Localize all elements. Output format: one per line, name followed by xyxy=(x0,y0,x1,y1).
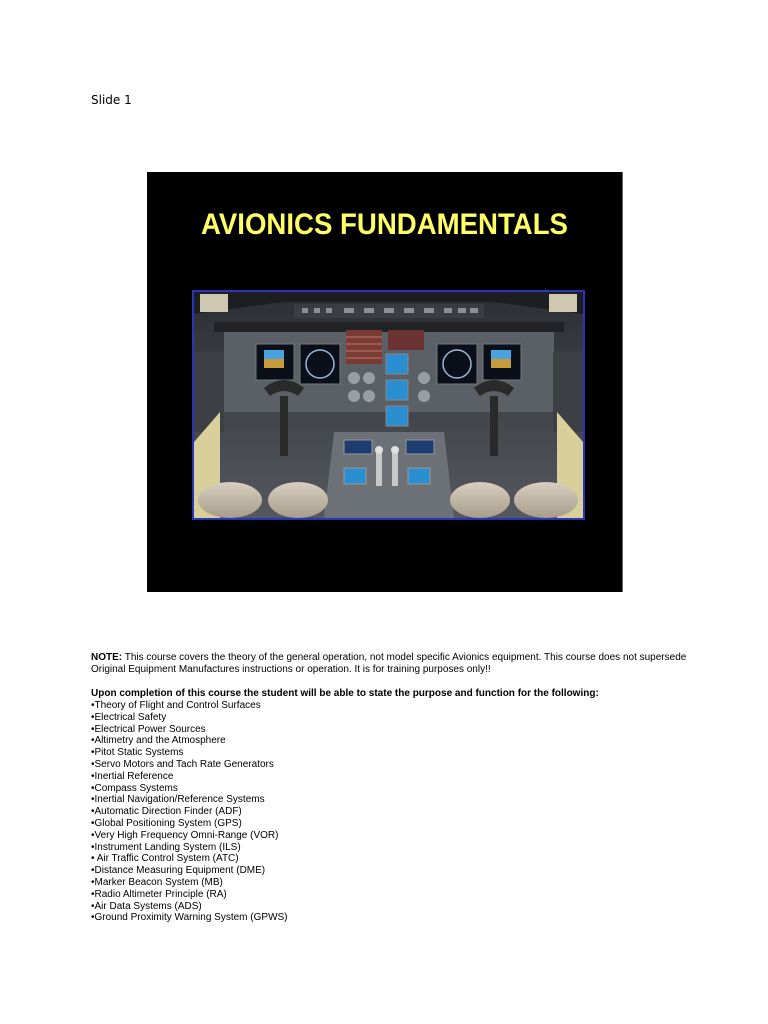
list-item: •Distance Measuring Equipment (DME) xyxy=(91,865,266,877)
list-item: •Pitot Static Systems xyxy=(91,747,184,759)
list-item: •Compass Systems xyxy=(91,782,178,794)
slide-label: Slide 1 xyxy=(91,93,132,107)
note-label: NOTE: xyxy=(91,652,123,663)
objectives-intro: Upon completion of this course the student will be able to state the purpose and function for the following: xyxy=(91,688,599,699)
list-item: •Air Data Systems (ADS) xyxy=(91,900,202,912)
cockpit-photo xyxy=(192,290,585,520)
list-item: •Global Positioning System (GPS) xyxy=(91,817,242,829)
list-item: •Ground Proximity Warning System (GPWS) xyxy=(91,912,288,924)
list-item: • Air Traffic Control System (ATC) xyxy=(91,853,239,865)
cockpit-illustration xyxy=(194,292,583,518)
list-item: •Theory of Flight and Control Surfaces xyxy=(91,700,261,711)
objectives-list xyxy=(91,700,288,924)
list-item: •Electrical Safety xyxy=(91,711,167,723)
list-item: •Automatic Direction Finder (ADF) xyxy=(91,806,242,818)
note-paragraph xyxy=(91,652,691,676)
list-item: •Altimetry and the Atmosphere xyxy=(91,735,226,747)
list-item: •Servo Motors and Tach Rate Generators xyxy=(91,758,274,770)
slide-image xyxy=(147,172,622,592)
list-item: •Very High Frequency Omni-Range (VOR) xyxy=(91,829,279,841)
list-item: •Radio Altimeter Principle (RA) xyxy=(91,888,227,900)
list-item: •Inertial Navigation/Reference Systems xyxy=(91,794,265,806)
list-item: •Instrument Landing System (ILS) xyxy=(91,841,241,853)
slide-title: AVIONICS FUNDAMENTALS xyxy=(201,208,568,241)
list-item: •Electrical Power Sources xyxy=(91,723,206,735)
list-item: •Inertial Reference xyxy=(91,770,174,782)
list-item: •Marker Beacon System (MB) xyxy=(91,876,223,888)
note-text: This course covers the theory of the general operation, not model specific Avionics equipment. This course does not supersede Original Equipment Manufactures instructions or operation. It is for training purposes only!! xyxy=(91,652,687,675)
